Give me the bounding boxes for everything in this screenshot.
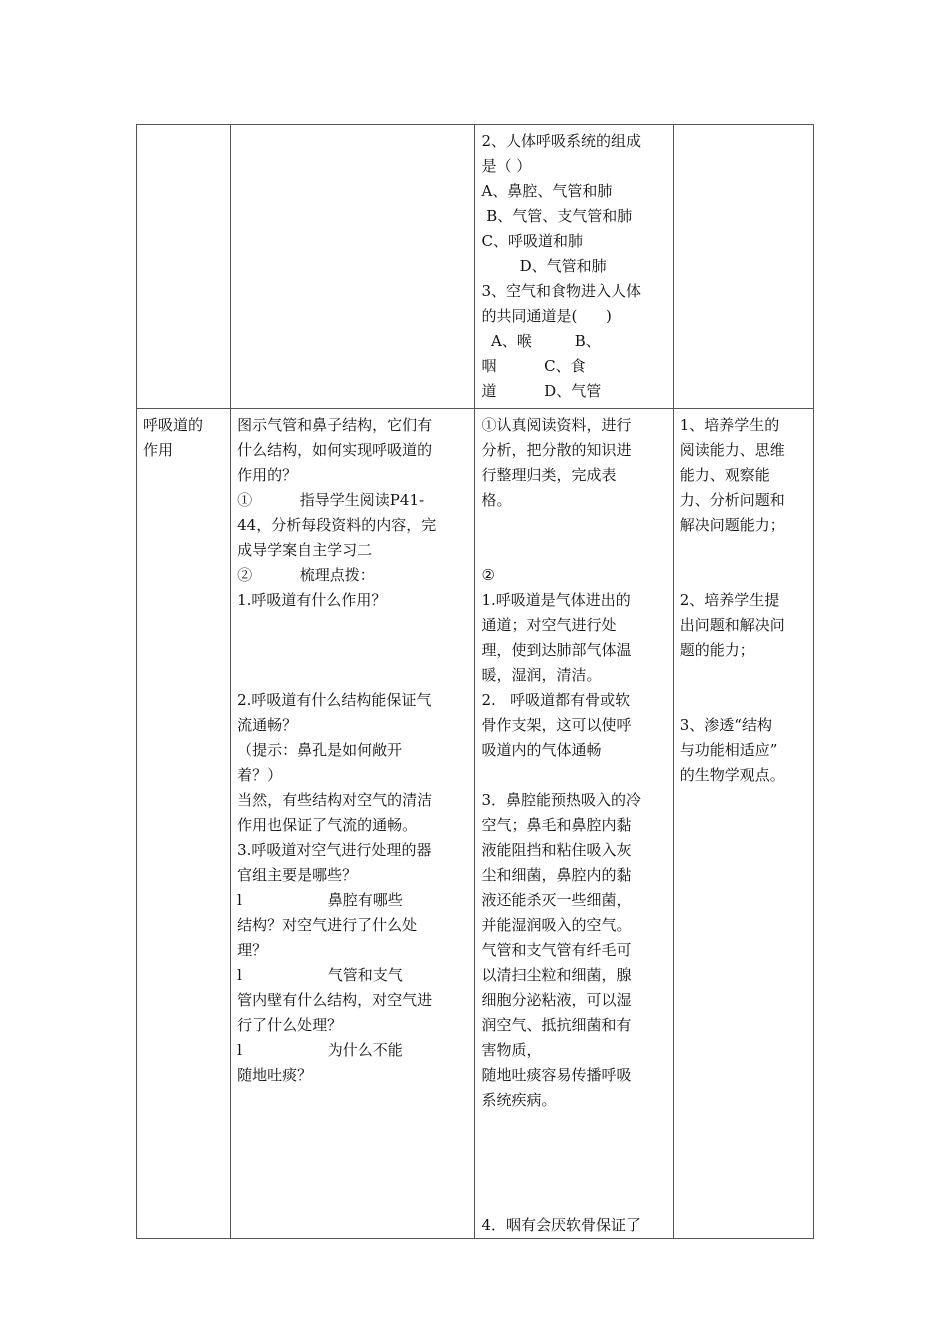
text-line: 的共同通道是( ) <box>481 307 612 325</box>
text-line: 2、人体呼吸系统的组成 <box>481 132 642 150</box>
text-line: A、喉 B、 <box>481 332 601 350</box>
text-line: 1.呼吸道有什么作用？ <box>237 591 387 609</box>
text-line: l 鼻腔有哪些 <box>237 891 403 909</box>
text-line: 格。 <box>481 491 512 509</box>
text-line: 气管和支气管有纤毛可 <box>481 941 632 959</box>
exercise-questions <box>475 125 672 404</box>
student-activity-text <box>475 409 672 1238</box>
text-line: 3.呼吸道对空气进行处理的器 <box>237 841 432 859</box>
topic-cell-empty <box>137 125 231 409</box>
text-line: 暖，湿润，清洁。 <box>481 666 602 684</box>
text-line: 解决问题能力； <box>679 516 785 534</box>
text-line: 图示气管和鼻子结构，它们有 <box>237 416 433 434</box>
text-line: 系统疾病。 <box>481 1091 557 1109</box>
text-line: 2. 呼吸道都有骨或软 <box>481 691 631 709</box>
text-line: 出问题和解决问 <box>679 616 785 634</box>
text-line: 咽 C、食 <box>481 357 586 375</box>
teacher-cell-empty <box>231 125 475 409</box>
text-line: ①认真阅读资料，进行 <box>481 416 632 434</box>
text-line: 分析，把分散的知识进 <box>481 441 632 459</box>
text-line: B、气管、支气管和肺 <box>481 207 633 225</box>
text-line: 随地吐痰容易传播呼吸 <box>481 1066 632 1084</box>
text-line: ② 梳理点拨： <box>237 566 375 584</box>
topic-cell <box>137 409 231 1239</box>
text-line: 是（ ） <box>481 157 532 175</box>
teacher-activity-cell <box>231 409 475 1239</box>
teacher-activity-text <box>231 409 474 1088</box>
text-line: 吸道内的气体通畅 <box>481 741 602 759</box>
text-line: 力、分析问题和 <box>679 491 785 509</box>
text-line: 流通畅？ <box>237 716 298 734</box>
text-line: C、呼吸道和肺 <box>481 232 583 250</box>
table-row <box>137 409 814 1239</box>
text-line: 什么结构，如何实现呼吸道的 <box>237 441 433 459</box>
text-line: 1.呼吸道是气体进出的 <box>481 591 631 609</box>
text-line: 作用的？ <box>237 466 298 484</box>
text-line: 成导学案自主学习二 <box>237 541 373 559</box>
text-line: 与功能相适应” <box>679 741 778 759</box>
text-line: 题的能力； <box>679 641 755 659</box>
text-line: 结构？对空气进行了什么处 <box>237 916 418 934</box>
text-line: 尘和细菌，鼻腔内的黏 <box>481 866 632 884</box>
text-line: 随地吐痰？ <box>237 1066 313 1084</box>
student-activity-cell <box>475 409 673 1239</box>
text-line: 2、培养学生提 <box>679 591 780 609</box>
text-line: ② <box>481 566 495 584</box>
exercise-cell <box>475 125 673 409</box>
text-line: 作用 <box>143 441 174 459</box>
table-row <box>137 125 814 409</box>
design-intent-cell <box>673 409 813 1239</box>
text-line: 着？） <box>237 766 283 784</box>
text-line: 细胞分泌粘液，可以湿 <box>481 991 632 1009</box>
text-line: ① 指导学生阅读P41- <box>237 491 425 509</box>
text-line: 的生物学观点。 <box>679 766 785 784</box>
text-line: 3．鼻腔能预热吸入的冷 <box>481 791 642 809</box>
text-line: 当然，有些结构对空气的清洁 <box>237 791 433 809</box>
text-line: 44，分析每段资料的内容，完 <box>237 516 437 534</box>
text-line: 空气；鼻毛和鼻腔内黏 <box>481 816 632 834</box>
text-line: 作用也保证了气流的通畅。 <box>237 816 418 834</box>
text-line: 以清扫尘粒和细菌，腺 <box>481 966 632 984</box>
text-line: （提示：鼻孔是如何敞开 <box>237 741 403 759</box>
text-line: 液还能杀灭一些细菌， <box>481 891 632 909</box>
text-line: A、鼻腔、气管和肺 <box>481 182 613 200</box>
text-line: 骨作支架，这可以使呼 <box>481 716 632 734</box>
text-line: 3、空气和食物进入人体 <box>481 282 642 300</box>
text-line: 理？ <box>237 941 268 959</box>
text-line: 阅读能力、思维 <box>679 441 785 459</box>
text-line: 1、培养学生的 <box>679 416 780 434</box>
text-line: 3、渗透“结构 <box>679 716 772 734</box>
text-line: 官组主要是哪些？ <box>237 866 358 884</box>
text-line: 道 D、气管 <box>481 382 602 400</box>
design-intent-text <box>674 409 813 788</box>
text-line: l 为什么不能 <box>237 1041 403 1059</box>
lesson-plan-table <box>136 124 814 1239</box>
text-line: 2.呼吸道有什么结构能保证气 <box>237 691 432 709</box>
text-line: l 气管和支气 <box>237 966 403 984</box>
text-line: 行了什么处理？ <box>237 1016 343 1034</box>
goal-cell-empty <box>673 125 813 409</box>
topic-title <box>137 409 230 463</box>
text-line: 害物质， <box>481 1041 542 1059</box>
text-line: 润空气、抵抗细菌和有 <box>481 1016 632 1034</box>
text-line: 呼吸道的 <box>143 416 204 434</box>
text-line: 管内壁有什么结构，对空气进 <box>237 991 433 1009</box>
text-line: 并能湿润吸入的空气。 <box>481 916 632 934</box>
text-line: 液能阻挡和粘住吸入灰 <box>481 841 632 859</box>
text-line: 理，使到达肺部气体温 <box>481 641 632 659</box>
text-line: 行整理归类，完成表 <box>481 466 617 484</box>
text-line: 能力、观察能 <box>679 466 770 484</box>
text-line: 4．咽有会厌软骨保证了 <box>481 1216 642 1234</box>
text-line: 通道；对空气进行处 <box>481 616 617 634</box>
text-line: D、气管和肺 <box>481 257 607 275</box>
